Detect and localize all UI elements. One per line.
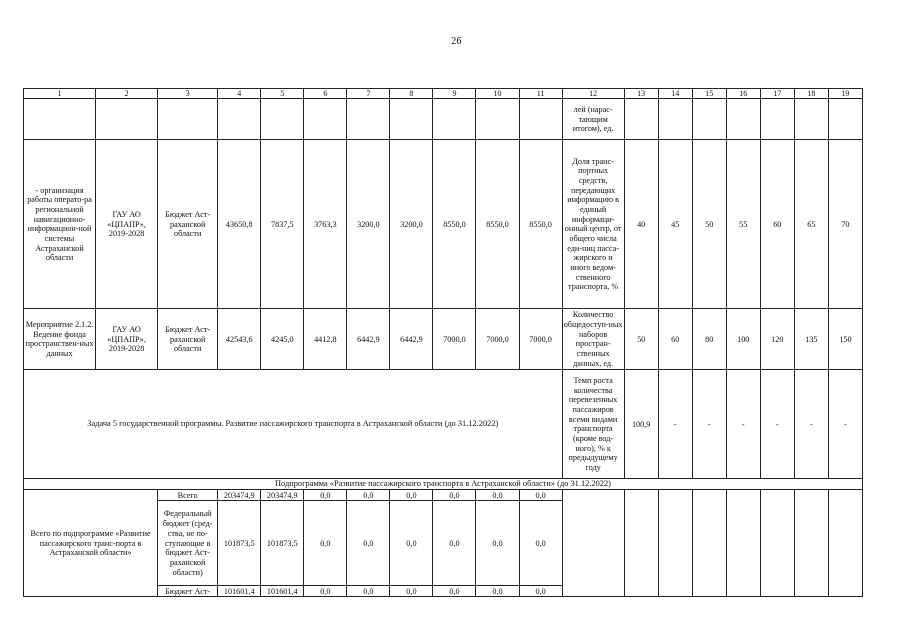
col-header: 4	[218, 89, 261, 99]
col-header: 1	[24, 89, 96, 99]
funding-source: Бюджет Аст-раханской области	[158, 309, 218, 370]
target-cell: 60	[658, 309, 692, 370]
value-cell: 7000,0	[519, 309, 562, 370]
col-header: 9	[433, 89, 476, 99]
total-name: Всего по подпрограмме «Развитие пассажирского транс-порта в Астраханской области»	[24, 490, 158, 597]
value-cell: 8550,0	[433, 140, 476, 309]
col-header: 16	[726, 89, 760, 99]
col-header: 2	[96, 89, 158, 99]
value-cell: 101601,4	[218, 586, 261, 597]
funding-source: Бюджет Аст-	[158, 586, 218, 597]
funding-source: Всего	[158, 490, 218, 501]
header-row	[24, 89, 863, 99]
value-cell: 0,0	[476, 501, 519, 586]
value-cell: 3200,0	[390, 140, 433, 309]
target-cell: 70	[828, 140, 862, 309]
table-row-subprogram	[24, 479, 863, 490]
funding-source: Бюджет Аст-раханской области	[158, 140, 218, 309]
target-cell: 60	[760, 140, 794, 309]
value-cell: 0,0	[347, 490, 390, 501]
activity-name: Мероприятие 2.1.2. Ведение фонда пространствен-ных данных	[24, 309, 96, 370]
target-cell: 50	[624, 309, 658, 370]
value-cell: 203474,9	[261, 490, 304, 501]
value-cell: 101873,5	[218, 501, 261, 586]
value-cell: 4412,8	[304, 309, 347, 370]
col-header: 17	[760, 89, 794, 99]
value-cell: 6442,9	[390, 309, 433, 370]
value-cell: 0,0	[433, 586, 476, 597]
table-row-task-5	[24, 370, 863, 479]
value-cell: 0,0	[519, 490, 562, 501]
target-cell: 150	[828, 309, 862, 370]
value-cell: 0,0	[476, 586, 519, 597]
target-cell: 40	[624, 140, 658, 309]
target-cell: 135	[794, 309, 828, 370]
table-row-continuation	[24, 99, 863, 140]
indicator-cell: Количество общедоступ-ных наборов простран-ственных данных, ед.	[562, 309, 624, 370]
value-cell: 0,0	[304, 586, 347, 597]
col-header: 8	[390, 89, 433, 99]
target-cell: 45	[658, 140, 692, 309]
target-cell: 80	[692, 309, 726, 370]
col-header: 7	[347, 89, 390, 99]
value-cell: 0,0	[304, 490, 347, 501]
program-table	[23, 88, 863, 597]
target-cell: 100	[726, 309, 760, 370]
col-header: 18	[794, 89, 828, 99]
value-cell: 203474,9	[218, 490, 261, 501]
target-cell: 65	[794, 140, 828, 309]
target-cell: -	[794, 370, 828, 479]
col-header: 11	[519, 89, 562, 99]
value-cell: 101873,5	[261, 501, 304, 586]
table-row-total	[24, 490, 863, 501]
col-header: 6	[304, 89, 347, 99]
value-cell: 0,0	[476, 490, 519, 501]
col-header: 13	[624, 89, 658, 99]
value-cell: 0,0	[519, 501, 562, 586]
target-cell: 55	[726, 140, 760, 309]
funding-source: Федеральный бюджет (сред-ства, не по-ступающие в бюджет Аст-раханской области)	[158, 501, 218, 586]
value-cell: 43650,8	[218, 140, 261, 309]
target-cell: 50	[692, 140, 726, 309]
value-cell: 0,0	[390, 490, 433, 501]
value-cell: 42543,6	[218, 309, 261, 370]
col-header: 15	[692, 89, 726, 99]
indicator-cell: лей (нарас-тающим итогом), ед.	[562, 99, 624, 140]
value-cell: 4245,0	[261, 309, 304, 370]
col-header: 3	[158, 89, 218, 99]
col-header: 14	[658, 89, 692, 99]
value-cell: 0,0	[390, 586, 433, 597]
value-cell: 7000,0	[433, 309, 476, 370]
target-cell: -	[726, 370, 760, 479]
value-cell: 7000,0	[476, 309, 519, 370]
target-cell: 120	[760, 309, 794, 370]
col-header: 5	[261, 89, 304, 99]
target-cell: 100,9	[624, 370, 658, 479]
value-cell: 0,0	[347, 501, 390, 586]
col-header: 10	[476, 89, 519, 99]
value-cell: 6442,9	[347, 309, 390, 370]
col-header: 12	[562, 89, 624, 99]
page-number: 26	[451, 36, 462, 47]
target-cell: -	[760, 370, 794, 479]
subprogram-title: Подпрограмма «Развитие пассажирского транспорта в Астраханской области» (до 31.12.2022)	[24, 479, 863, 490]
value-cell: 8550,0	[519, 140, 562, 309]
value-cell: 0,0	[390, 501, 433, 586]
table-row-org-nav-system	[24, 140, 863, 309]
target-cell: -	[692, 370, 726, 479]
task-title: Задача 5 государственной программы. Развитие пассажирского транспорта в Астраханской области (до 31.12.2022)	[24, 370, 563, 479]
value-cell: 3763,3	[304, 140, 347, 309]
value-cell: 0,0	[433, 490, 476, 501]
executor-cell: ГАУ АО «ЦПАПР», 2019-2028	[96, 309, 158, 370]
col-header: 19	[828, 89, 862, 99]
value-cell: 3200,0	[347, 140, 390, 309]
target-cell: -	[658, 370, 692, 479]
value-cell: 0,0	[304, 501, 347, 586]
value-cell: 7837,5	[261, 140, 304, 309]
indicator-cell: Темп роста количества перевезенных пассажиров всеми видами транспорта (кроме вод-ного), % к предыдущему году	[562, 370, 624, 479]
activity-name: - организация работы операто-ра региональной навигационно-информацион-ной системы Астраханской области	[24, 140, 96, 309]
table-row-activity-2-1-2	[24, 309, 863, 370]
target-cell: -	[828, 370, 862, 479]
value-cell: 0,0	[519, 586, 562, 597]
value-cell: 0,0	[433, 501, 476, 586]
value-cell: 101601,4	[261, 586, 304, 597]
value-cell: 0,0	[347, 586, 390, 597]
executor-cell: ГАУ АО «ЦПАПР», 2019-2028	[96, 140, 158, 309]
indicator-cell: Доля транс-портных средств, передающих информацию в единый информаци-онный центр, от общего числа еди-ниц пасса-жирского и иного ведом-ственного транспорта, %	[562, 140, 624, 309]
value-cell: 8550,0	[476, 140, 519, 309]
